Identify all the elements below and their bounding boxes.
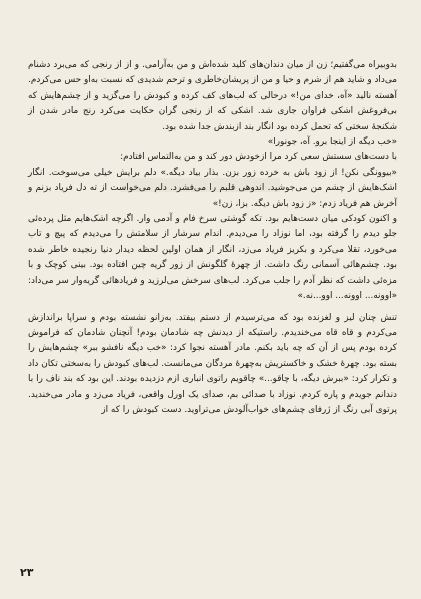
- page-number: ۲۳: [20, 566, 34, 579]
- paragraph-3: با دست‌های سستش سعی کرد مرا ازخودش دور کند و من به‌التماس افتادم:: [120, 152, 397, 163]
- paragraph-5: و اکنون کودکی میان دست‌هایم بود. تکه گوشتی سرخ فام و آدمی وار. اگرچه اشک‌هایم مثل پرده‌ئی جلو دیدم را گرفته بود، اما نوزاد را می‌دیدم. اندام سرشار از سلامتش را می‌دیدم که پیچ و تاب می‌خورد، تقلا می‌کرد و بکریز فریاد می‌زد، انگار از همان اولین لحظه دیدار دنیا رنجیده خاطر شده بود. چشم‌هائی آسمانی رنگ داشت. از چهرهٔ گلگونش از زور گریه چین افتاده بود. بینی کوچک و با مزه‌ئی داشت که نظر آدم را جلب می‌کرد. لب‌های سرخش می‌لرزید و فریادهائی گریه‌وار سر می‌داد: «اوونه... اوونه... اوو...نه.»: [28, 214, 397, 302]
- paragraph-4: «بیوونگی نکن! از زود باش به خرده زور بزن. بذار بیاد دیگه.» دلم برایش خیلی می‌سوخت. انگار اشک‌هایش از چشم من می‌جوشید. اندوهی قلبم را می‌فشرد. دلم می‌خواست از ته دل فریاد بزنم و آخرش هم فریاد زدم: «ز زود باش دیگه. بزا، زن!»: [28, 167, 397, 209]
- paragraph-6: تنش چنان لیز و لغزنده بود که می‌ترسیدم از دستم بیفتد. به‌زانو نشسته بودم و سراپا براندازش می‌کردم و قاه قاه می‌خندیدم. راستیکه از دیدنش چه شادمان بودم! آنچنان شادمان که فراموش کرده بودم پس از آن که چه باید بکنم. مادر آهسته نجوا کرد: «خب دیگه نافشو ببر» چشم‌هایش را بسته بود. چهرهٔ خشک و خاکستریش به‌چهرهٔ مردگان می‌مانست. لب‌های کبودش را به‌سختی تکان داد و تکرار کرد: «ببرش دیگه، با چاقو...» چاقویم راتوی انباری ازم دزدیده بودند. این بود که بند ناف را با دندانم جویدم و پاره کردم. نوزاد با صدائی بم، صدای یک اورل واقعی، فریاد می‌زد و مادر می‌خندید. پرتوی آبی رنگ از ژرفای چشم‌های خواب‌آلودش می‌تراوید. دست کبودش را که از: [28, 312, 397, 415]
- paragraph-1: بدوبیراه می‌گفتیم؛ زن از میان دندان‌های کلید شده‌اش و من به‌آرامی. و از از رنجی که می‌برد دشنام می‌داد و شاید هم از شرم و حیا و من از پریشان‌خاطری و ترحم شدیدی که نسبت به‌او حس می‌کردم. آهسته نالید «آه، خدای من!» درحالی که لب‌های کف کرده و کبودش را می‌گزید و از چشم‌هایش که بی‌فروغش اشکی فراوان جاری شد. اشکی که از رنجی گران حکایت می‌کرد رنج مادر شدن از شکنجهٔ سختی که تحمل کرده بود انگار بند ازبندش جدا شده بود.: [28, 60, 397, 132]
- paragraph-2: «خب دیگه از اینجا برو. آه، جونورا»: [267, 137, 397, 148]
- body-text: [28, 58, 397, 418]
